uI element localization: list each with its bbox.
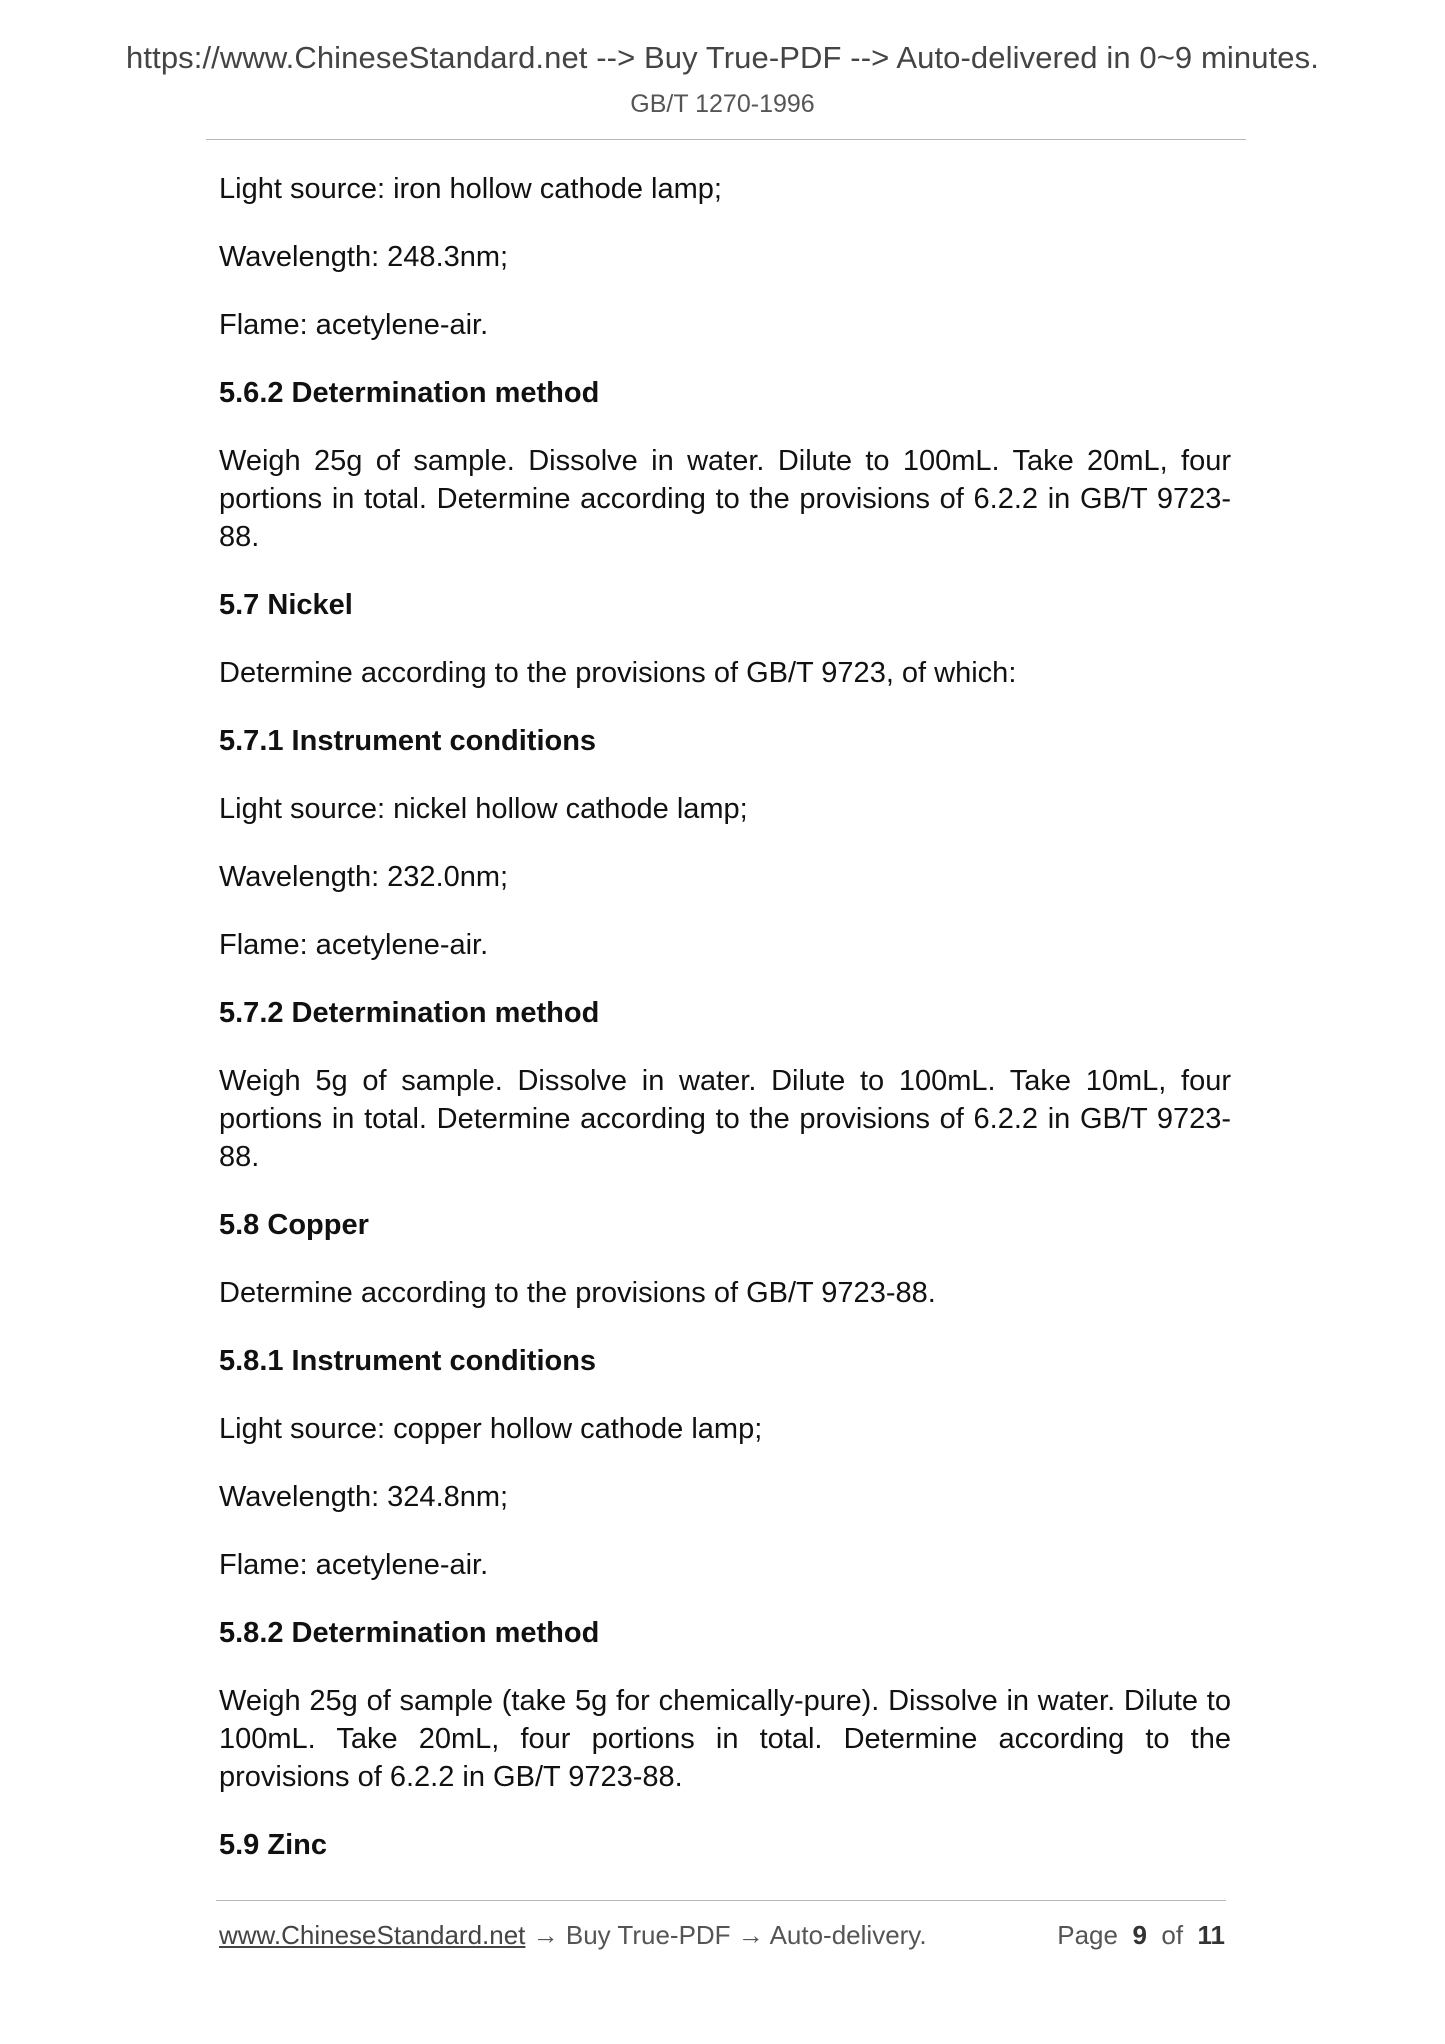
paragraph: Light source: nickel hollow cathode lamp; xyxy=(219,793,748,825)
footer-divider xyxy=(216,1900,1226,1901)
section-heading: 5.7 Nickel xyxy=(219,589,353,621)
page-of-label: of xyxy=(1161,1920,1184,1950)
page-label: Page xyxy=(1057,1920,1118,1950)
paragraph: Wavelength: 248.3nm; xyxy=(219,241,509,273)
paragraph: Wavelength: 324.8nm; xyxy=(219,1481,509,1513)
section-heading: 5.8 Copper xyxy=(219,1209,369,1241)
footer-tagline: → Buy True-PDF → Auto-delivery. xyxy=(525,1920,927,1950)
document-body xyxy=(219,170,1231,1864)
section-heading: 5.7.2 Determination method xyxy=(219,997,600,1029)
paragraph: Weigh 25g of sample. Dissolve in water. Dilute to 100mL. Take 20mL, four portions in total. Determine according to the provisions of 6.2.2 in GB/T 9723-88. xyxy=(219,445,1231,553)
page-indicator xyxy=(1057,1920,1225,1951)
section-heading: 5.9 Zinc xyxy=(219,1829,327,1861)
section-heading: 5.7.1 Instrument conditions xyxy=(219,725,597,757)
paragraph: Flame: acetylene-air. xyxy=(219,929,489,961)
paragraph: Light source: iron hollow cathode lamp; xyxy=(219,173,722,205)
standard-code: GB/T 1270-1996 xyxy=(630,90,815,118)
paragraph: Determine according to the provisions of GB/T 9723, of which: xyxy=(219,657,1017,689)
paragraph: Wavelength: 232.0nm; xyxy=(219,861,509,893)
section-heading: 5.6.2 Determination method xyxy=(219,377,600,409)
paragraph: Determine according to the provisions of GB/T 9723-88. xyxy=(219,1277,936,1309)
paragraph: Weigh 5g of sample. Dissolve in water. Dilute to 100mL. Take 10mL, four portions in total. Determine according to the provisions of 6.2.2 in GB/T 9723-88. xyxy=(219,1065,1231,1173)
section-heading: 5.8.2 Determination method xyxy=(219,1617,600,1649)
section-heading: 5.8.1 Instrument conditions xyxy=(219,1345,597,1377)
footer-left xyxy=(219,1920,927,1951)
page-current: 9 xyxy=(1132,1920,1147,1950)
paragraph: Flame: acetylene-air. xyxy=(219,1549,489,1581)
website-link[interactable]: www.ChineseStandard.net xyxy=(219,1920,526,1950)
header-banner: https://www.ChineseStandard.net --> Buy True-PDF --> Auto-delivered in 0~9 minutes. xyxy=(126,40,1319,75)
paragraph: Weigh 25g of sample (take 5g for chemically-pure). Dissolve in water. Dilute to 100mL. Take 20mL, four portions in total. Determine according to the provisions of 6.2.2 in GB/T 9723-88. xyxy=(219,1685,1231,1793)
paragraph: Flame: acetylene-air. xyxy=(219,309,489,341)
paragraph: Light source: copper hollow cathode lamp; xyxy=(219,1413,763,1445)
page-total: 11 xyxy=(1197,1920,1225,1950)
header-divider xyxy=(206,139,1246,140)
